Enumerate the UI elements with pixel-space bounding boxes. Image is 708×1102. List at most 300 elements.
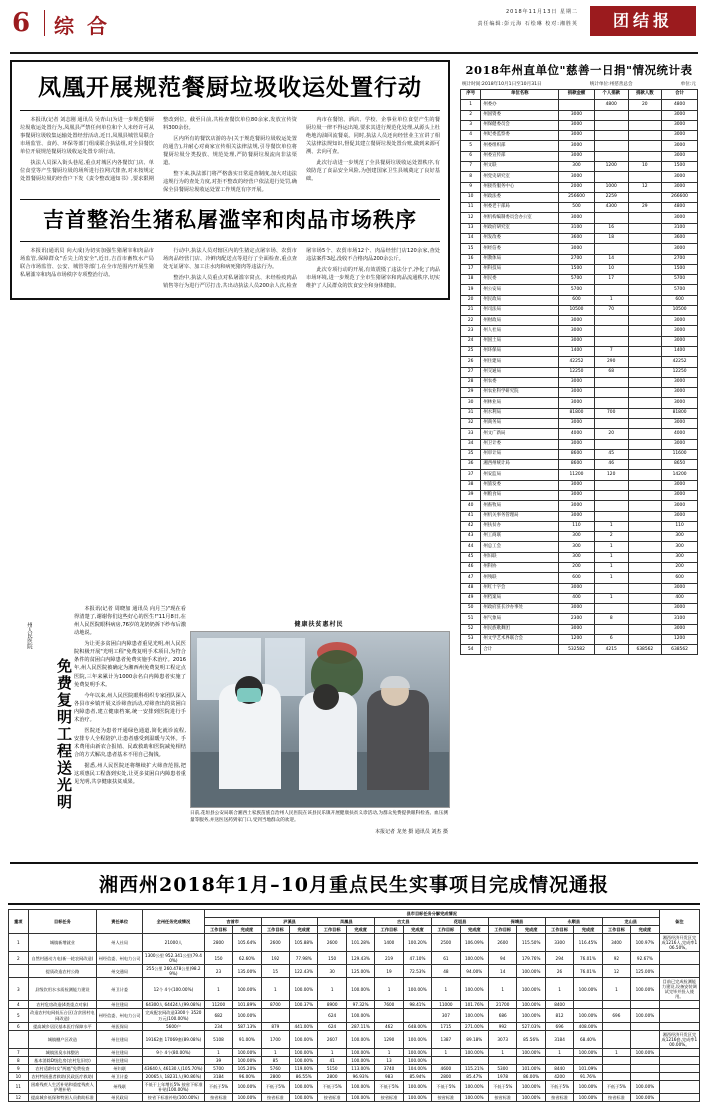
paragraph: 医院还为患者开通绿色通道,简化就诊流程,安排专人全程陪护,让患者感受到温暖与关怀。手术费用由新农合报销、民政救助和医院减免相结合的方式解决,患者基本不用自己掏钱。: [74, 727, 186, 759]
value-cell: 44: [461, 542, 481, 552]
col-header-index: 重项: [9, 910, 29, 934]
col-header-unit: 单位名称: [481, 90, 559, 100]
value-cell: 4800: [662, 203, 698, 213]
photo-block: [190, 619, 448, 835]
unit-name-cell: 州环保局: [481, 347, 559, 357]
value-cell: 1: [594, 542, 628, 552]
unit-name-cell: 州残联: [481, 573, 559, 583]
row-note: 湘西经济开发区完成1216人,完成率106.50%。: [659, 934, 699, 952]
col-header-personal: 个人捐款: [594, 90, 628, 100]
value-cell: [594, 501, 628, 511]
total-progress: 5600户: [143, 1022, 205, 1030]
county-rate: 72.53%: [403, 965, 431, 978]
value-cell: 600: [662, 295, 698, 305]
value-cell: 3: [461, 120, 481, 130]
county-rate: 115.21%: [460, 1064, 488, 1072]
value-cell: 3600: [662, 233, 698, 243]
value-cell: 3100: [559, 223, 595, 233]
county-goal: 1: [602, 1048, 630, 1056]
county-rate: 91.76%: [574, 1072, 602, 1080]
county-goal: 3073: [489, 1030, 517, 1048]
col-header-goal: 工作目标: [375, 926, 403, 934]
value-cell: 1000: [594, 182, 628, 192]
value-cell: [628, 408, 662, 418]
value-cell: 7: [461, 161, 481, 171]
county-goal: 15: [261, 965, 289, 978]
county-rate: 125.00%: [346, 965, 374, 978]
value-cell: 1200: [662, 634, 698, 644]
county-goal: 1: [545, 978, 573, 1001]
value-cell: [628, 367, 662, 377]
county-goal: 2800: [318, 1072, 346, 1080]
value-cell: 25: [461, 347, 481, 357]
value-cell: 20: [461, 295, 481, 305]
task-name: 农村适龄妇女"两癌"免费检查: [28, 1064, 97, 1072]
row-index: 6: [9, 1022, 29, 1030]
value-cell: [628, 336, 662, 346]
value-cell: 300: [559, 532, 595, 542]
value-cell: [628, 573, 662, 583]
county-rate: 408.00%: [574, 1022, 602, 1030]
value-cell: 7: [594, 347, 628, 357]
responsible-unit: 州卫计委: [97, 978, 143, 1001]
table-row: [461, 120, 698, 130]
value-cell: 1: [594, 295, 628, 305]
photo-mask-shape: [237, 688, 261, 702]
county-rate: 100.00%: [574, 978, 602, 1001]
value-cell: 638562: [628, 645, 662, 655]
county-rate: 105.64%: [233, 934, 261, 952]
value-cell: 3000: [559, 604, 595, 614]
table-row: [9, 965, 700, 978]
value-cell: 5700: [559, 285, 595, 295]
county-rate: 271.00%: [460, 1022, 488, 1030]
table-row: [9, 1064, 700, 1072]
county-goal: 48: [432, 965, 460, 978]
table-row: [461, 151, 698, 161]
unit-name-cell: 州安监局: [481, 470, 559, 480]
county-goal: [261, 1009, 289, 1022]
task-name: 农村特困患者救助(民政医疗救助): [28, 1072, 97, 1080]
row-index: 1: [9, 934, 29, 952]
value-cell: 3000: [559, 377, 595, 387]
col-header-rate: 完成度: [517, 926, 545, 934]
table-row: [461, 172, 698, 182]
county-rate: [631, 1064, 660, 1072]
unit-name-cell: 湘西州统计局: [481, 460, 559, 470]
county-goal: 按省标准: [261, 1093, 289, 1101]
table-row: [9, 1072, 700, 1080]
county-rate: [631, 1001, 660, 1009]
article-headline-1: 凤凰开展规范餐厨垃圾收运处置行动: [38, 74, 422, 101]
value-cell: 300: [662, 552, 698, 562]
total-progress: 21000人: [143, 934, 205, 952]
value-cell: 3000: [559, 172, 595, 182]
value-cell: 3000: [559, 110, 595, 120]
value-cell: [628, 120, 662, 130]
unit-name-cell: 州政法委: [481, 192, 559, 202]
county-goal: 2607: [318, 1030, 346, 1048]
county-rate: 135.00%: [233, 965, 261, 978]
county-rate: 85.56%: [517, 1030, 545, 1048]
value-cell: 3000: [559, 511, 595, 521]
county-rate: [517, 1056, 545, 1064]
unit-name-cell: 州审计局: [481, 449, 559, 459]
value-cell: 11600: [662, 449, 698, 459]
county-rate: 62.60%: [233, 952, 261, 965]
value-cell: 81800: [662, 408, 698, 418]
county-goal: 不低于5%: [432, 1080, 460, 1093]
col-header-note: 备注: [659, 910, 699, 934]
table-row: [461, 593, 698, 603]
value-cell: [628, 305, 662, 315]
county-rate: 92.67%: [631, 952, 660, 965]
value-cell: [628, 264, 662, 274]
total-progress: 19162套 17069套(89.08%): [143, 1030, 205, 1048]
county-goal: [602, 1022, 630, 1030]
county-rate: 100.00%: [574, 1080, 602, 1093]
value-cell: [628, 254, 662, 264]
county-rate: 101.76%: [460, 1001, 488, 1009]
value-cell: 45: [594, 449, 628, 459]
value-cell: 24: [461, 336, 481, 346]
value-cell: 10500: [662, 305, 698, 315]
total-progress: 43640人 46130人(105.70%): [144, 1065, 203, 1071]
table-row: [9, 1056, 700, 1064]
county-rate: 648.00%: [403, 1022, 431, 1030]
value-cell: [594, 213, 628, 223]
county-rate: 100.00%: [346, 1080, 374, 1093]
value-cell: [594, 490, 628, 500]
value-cell: 51: [461, 614, 481, 624]
value-cell: 200: [559, 562, 595, 572]
county-goal: 1: [432, 978, 460, 1001]
value-cell: 400: [559, 593, 595, 603]
value-cell: 290: [594, 357, 628, 367]
unit-name-cell: 州农业科学研究院: [481, 388, 559, 398]
value-cell: 110: [662, 521, 698, 531]
table-row: [461, 223, 698, 233]
value-cell: 3000: [662, 583, 698, 593]
value-cell: [628, 192, 662, 202]
task-name: 自然村通动力电(新一轮农网改造): [28, 952, 97, 965]
col-header-county: 凤凰县: [318, 918, 375, 926]
value-cell: 20: [628, 100, 662, 110]
col-header-no: 序号: [461, 90, 481, 100]
county-rate: 100.00%: [517, 1009, 545, 1022]
paragraph: 本报讯(记者 周晓加 通讯员 向月兰)"现在看得清楚了,谢谢你们这些好心的医生!"11月8日,在州人民医院眼科病房,76岁的龙奶奶拆下纱布后激动地说。: [74, 606, 187, 637]
value-cell: [628, 223, 662, 233]
paragraph: 整治中,执法人员重点对私屠滥宰窝点、未经检疫肉品销售等行为进行严厉打击,共出动执法人员200余人次,检查屠宰场5个、农贸市场12个、肉品经营门店120余家,查处违法案件3起,没收不合格肉品200余公斤。: [163, 247, 440, 289]
task-name: 城镇黑臭水体整治: [28, 1048, 97, 1056]
value-cell: 3000: [559, 419, 595, 429]
value-cell: 4215: [594, 645, 628, 655]
unit-name-cell: 州妇联: [481, 552, 559, 562]
value-cell: 42252: [559, 357, 595, 367]
county-rate: 100.00%: [574, 1093, 602, 1101]
county-goal: 不低于5%: [318, 1080, 346, 1093]
value-cell: 2300: [559, 614, 595, 624]
table-row: [461, 521, 698, 531]
county-goal: 4200: [545, 1072, 573, 1080]
report-table: [8, 909, 700, 1102]
value-cell: 1: [594, 562, 628, 572]
task-name: 提高城乡居民基本医疗保障水平: [28, 1022, 97, 1030]
value-cell: 4: [461, 131, 481, 141]
value-cell: 3000: [662, 398, 698, 408]
row-note: 湘西经济开发区完成1216套,完成率100.00%。: [659, 1030, 699, 1048]
value-cell: 1: [594, 593, 628, 603]
county-goal: 624: [318, 1009, 346, 1022]
county-goal: 13: [375, 1056, 403, 1064]
unit-name-cell: 州国土局: [481, 336, 559, 346]
county-goal: 14: [489, 965, 517, 978]
value-cell: [628, 521, 662, 531]
county-rate: 100.37%: [290, 1001, 318, 1009]
value-cell: 110: [559, 521, 595, 531]
county-goal: 41: [318, 1056, 346, 1064]
col-header-rate: 完成度: [574, 926, 602, 934]
value-cell: 1500: [559, 264, 595, 274]
county-rate: 100.00%: [290, 1080, 318, 1093]
value-cell: [628, 501, 662, 511]
value-cell: [628, 562, 662, 572]
total-progress: 完成配农网改造3300个 3520万元(100.00%): [143, 1009, 205, 1022]
value-cell: 200: [662, 562, 698, 572]
section-title: 综 合: [54, 14, 110, 38]
row-note: [659, 965, 699, 978]
value-cell: 3000: [559, 624, 595, 634]
value-cell: 29: [628, 203, 662, 213]
county-goal: 8400: [545, 1001, 573, 1009]
value-cell: 37: [461, 470, 481, 480]
value-cell: 500: [559, 203, 595, 213]
unit-name-cell: 州人社局: [481, 326, 559, 336]
total-progress: 255公里 260.478公里(98.29%): [143, 965, 205, 978]
county-goal: 7600: [375, 1001, 403, 1009]
county-goal: 983: [375, 1072, 403, 1080]
value-cell: 31: [461, 408, 481, 418]
value-cell: 12: [628, 182, 662, 192]
table-row: [461, 264, 698, 274]
photo-byline: 本报记者 龙尧 摄 通讯员 刘杰 摄: [375, 828, 448, 835]
unit-name-cell: 州公安局: [481, 285, 559, 295]
table-row: [461, 480, 698, 490]
county-goal: 2500: [432, 934, 460, 952]
donation-table-body: [461, 100, 698, 655]
value-cell: 70: [594, 305, 628, 315]
table-row: [461, 573, 698, 583]
value-cell: [628, 377, 662, 387]
row-index: 8: [9, 1056, 29, 1064]
left-article-column: [10, 60, 450, 605]
county-goal: 1: [318, 1048, 346, 1056]
county-goal: 61: [432, 952, 460, 965]
county-goal: 192: [261, 952, 289, 965]
county-goal: 234: [204, 1022, 232, 1030]
col-header-group: 县市目标任务分解完成情况: [204, 910, 659, 918]
unit-name-cell: 州国资委: [481, 110, 559, 120]
stat-currency-unit: 单位:元: [680, 82, 696, 87]
row-index: 7: [9, 1048, 29, 1056]
unit-name-cell: 州政府研究室: [481, 223, 559, 233]
table-row: [461, 408, 698, 418]
county-goal: 812: [545, 1009, 573, 1022]
county-goal: 307: [432, 1009, 460, 1022]
county-goal: [602, 1056, 630, 1064]
value-cell: [628, 460, 662, 470]
unit-name-cell: 州发改委: [481, 233, 559, 243]
value-cell: 9: [461, 182, 481, 192]
county-rate: 100.00%: [574, 1048, 602, 1056]
county-goal: 1290: [375, 1030, 403, 1048]
editor-credits: 责任编辑:彭元海 石绘琳 校对:湘胜英: [477, 21, 578, 27]
county-goal: 85: [261, 1056, 289, 1064]
county-goal: 1: [489, 1048, 517, 1056]
table-row: [461, 583, 698, 593]
county-goal: 5760: [261, 1064, 289, 1072]
table-header-row: [9, 910, 700, 918]
unit-name-cell: 州教体局: [481, 254, 559, 264]
value-cell: 18: [461, 275, 481, 285]
value-cell: 3000: [559, 316, 595, 326]
row-index: 9: [9, 1064, 29, 1072]
value-cell: 3000: [559, 326, 595, 336]
county-goal: 2800: [204, 934, 232, 952]
county-goal: [489, 1056, 517, 1064]
col-header-goal: 工作目标: [261, 926, 289, 934]
value-cell: 33: [461, 429, 481, 439]
county-goal: 2800: [432, 1072, 460, 1080]
unit-name-cell: 州交通局: [481, 367, 559, 377]
value-cell: [594, 480, 628, 490]
unit-name-cell: 州文学艺术界联合会: [481, 634, 559, 644]
county-goal: 11200: [204, 1001, 232, 1009]
divider: [20, 241, 440, 242]
responsible-unit: 州交通局: [97, 965, 143, 978]
table-row: [461, 377, 698, 387]
col-header-rate: 完成度: [346, 926, 374, 934]
article-body-1: [20, 116, 440, 195]
donation-table-subheader: [462, 81, 696, 87]
divider: [8, 903, 700, 905]
donation-table-title: 2018年州直单位"慈善一日捐"情况统计表: [465, 63, 693, 77]
value-cell: 300: [662, 532, 698, 542]
paragraph: 本报讯(通讯员 向大成)为切实加强生猪屠宰和肉品市场监管,保障群众"舌尖上的安全",近日,吉首市畜牧水产局联合市场监管、公安、城管等部门,在全市范围内开展生猪私屠滥宰和肉品市场秩序专项整治行动。: [20, 247, 154, 278]
county-rate: 76.01%: [574, 965, 602, 978]
value-cell: [594, 377, 628, 387]
table-row: [461, 244, 698, 254]
unit-name-cell: 州卫计委: [481, 439, 559, 449]
value-cell: 1400: [559, 347, 595, 357]
value-cell: 1200: [594, 161, 628, 171]
county-goal: 1: [602, 978, 630, 1001]
col-header-responsible: 责任单位: [97, 910, 143, 934]
value-cell: 1: [461, 100, 481, 110]
task-name: 城镇新增就业: [28, 934, 97, 952]
county-rate: 527.03%: [517, 1022, 545, 1030]
row-note: [659, 1001, 699, 1009]
unit-name-cell: 州科协: [481, 562, 559, 572]
table-row: [461, 470, 698, 480]
county-goal: 按省标准: [318, 1093, 346, 1101]
unit-name-cell: 州委宣传部: [481, 151, 559, 161]
county-goal: 1: [489, 978, 517, 1001]
county-goal: [375, 1009, 403, 1022]
value-cell: 3000: [662, 120, 698, 130]
value-cell: 15: [461, 244, 481, 254]
value-cell: 50: [461, 604, 481, 614]
county-goal: 3740: [375, 1064, 403, 1072]
value-cell: [594, 316, 628, 326]
table-row: [461, 275, 698, 285]
row-note: [659, 1056, 699, 1064]
county-goal: 150: [204, 952, 232, 965]
task-name: 基本消除D级危房(农村危旧房): [28, 1056, 97, 1064]
county-goal: [602, 1064, 630, 1072]
value-cell: [628, 141, 662, 151]
value-cell: 34: [461, 439, 481, 449]
value-cell: 3000: [662, 151, 698, 161]
unit-name-cell: 州党史研究室: [481, 172, 559, 182]
newspaper-page: [0, 6, 708, 1100]
row-note: [659, 1009, 699, 1022]
value-cell: [628, 398, 662, 408]
table-row: [461, 388, 698, 398]
row-index: 10: [9, 1072, 29, 1080]
county-goal: 按省标准: [204, 1093, 232, 1101]
value-cell: 10: [461, 192, 481, 202]
value-cell: [594, 388, 628, 398]
table-row: [461, 233, 698, 243]
county-goal: 5700: [204, 1064, 232, 1072]
value-cell: 6: [461, 151, 481, 161]
county-rate: 85.94%: [403, 1072, 431, 1080]
county-goal: 11000: [432, 1001, 460, 1009]
value-cell: 3000: [559, 131, 595, 141]
table-row: [461, 532, 698, 542]
county-goal: [432, 1056, 460, 1064]
county-rate: 129.43%: [346, 952, 374, 965]
county-rate: 113.00%: [346, 1064, 374, 1072]
row-index: 2: [9, 952, 29, 965]
value-cell: 53: [461, 634, 481, 644]
county-rate: 100.00%: [233, 1093, 261, 1101]
value-cell: [594, 326, 628, 336]
value-cell: 600: [559, 573, 595, 583]
value-cell: 3000: [559, 490, 595, 500]
responsible-unit: 州住建局: [97, 1001, 143, 1009]
unit-name-cell: 州旅发委: [481, 480, 559, 490]
table-row: [461, 100, 698, 110]
county-rate: 587.13%: [233, 1022, 261, 1030]
county-goal: [545, 1056, 573, 1064]
county-goal: 3300: [545, 934, 573, 952]
county-rate: 100.00%: [517, 978, 545, 1001]
col-header-rate: 完成度: [403, 926, 431, 934]
value-cell: 1: [594, 521, 628, 531]
table-row: [461, 326, 698, 336]
divider: [20, 110, 440, 111]
county-goal: 不低于5%: [261, 1080, 289, 1093]
county-rate: 100.00%: [403, 1093, 431, 1101]
value-cell: [594, 419, 628, 429]
county-rate: 77.98%: [290, 952, 318, 965]
table-row: [9, 952, 700, 965]
task-name: 农村危房改造(4类重点对象): [28, 1001, 97, 1009]
value-cell: [594, 172, 628, 182]
county-goal: 8700: [261, 1001, 289, 1009]
